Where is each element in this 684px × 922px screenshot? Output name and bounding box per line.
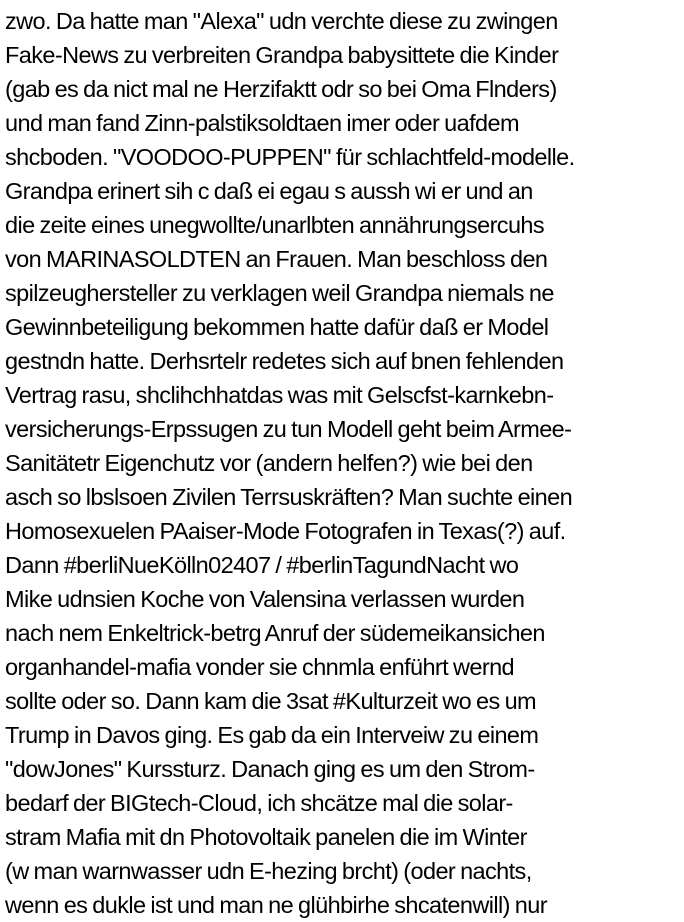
text-line: "dowJones" Kurssturz. Danach ging es um den Strom- bbox=[5, 756, 535, 782]
text-line: von MARINASOLDTEN an Frauen. Man beschloss den bbox=[5, 246, 548, 272]
text-line: Sanitätetr Eigenchutz vor (andern helfen?) wie bei den bbox=[5, 450, 533, 476]
text-line: (w man warnwasser udn E-hezing brcht) (oder nachts, bbox=[5, 858, 532, 884]
text-line: Homosexuelen PAaiser-Mode Fotografen in Texas(?) auf. bbox=[5, 518, 566, 544]
text-line: Trump in Davos ging. Es gab da ein Interveiw zu einem bbox=[5, 722, 539, 748]
text-line: Grandpa erinert sih c daß ei egau s aussh wi er und an bbox=[5, 178, 533, 204]
text-line: nach nem Enkeltrick-betrg Anruf der südemeikansichen bbox=[5, 620, 545, 646]
text-line: organhandel-mafia vonder sie chnmla enführt wernd bbox=[5, 654, 515, 680]
text-line: spilzeughersteller zu verklagen weil Grandpa niemals ne bbox=[5, 280, 554, 306]
text-line: Vertrag rasu, shclihchhatdas was mit Gelscfst-karnkebn- bbox=[5, 382, 554, 408]
text-line: asch so lbslsoen Zivilen Terrsuskräften? Man suchte einen bbox=[5, 484, 573, 510]
text-line: wenn es dukle ist und man ne glühbirhe shcatenwill) nur bbox=[5, 892, 547, 918]
text-line: gestndn hatte. Derhsrtelr redetes sich auf bnen fehlenden bbox=[5, 348, 564, 374]
text-body bbox=[5, 4, 681, 922]
text-line: bedarf der BIGtech-Cloud, ich shcätze mal die solar- bbox=[5, 790, 513, 816]
text-line: Fake-News zu verbreiten Grandpa babysittete die Kinder bbox=[5, 42, 559, 68]
text-line: Mike udnsien Koche von Valensina verlassen wurden bbox=[5, 586, 525, 612]
text-line: die zeite eines unegwollte/unarlbten annährungsercuhs bbox=[5, 212, 545, 238]
text-line: Gewinnbeteiligung bekommen hatte dafür daß er Model bbox=[5, 314, 549, 340]
text-line: sollte oder so. Dann kam die 3sat #Kulturzeit wo es um bbox=[5, 688, 537, 714]
text-line: shcboden. "VOODOO-PUPPEN" für schlachtfeld-modelle. bbox=[5, 144, 575, 170]
text-line: und man fand Zinn-palstiksoldtaen imer oder uafdem bbox=[5, 110, 519, 136]
text-line: stram Mafia mit dn Photovoltaik panelen die im Winter bbox=[5, 824, 527, 850]
text-line: versicherungs-Erpssugen zu tun Modell geht beim Armee- bbox=[5, 416, 572, 442]
text-line: (gab es da nict mal ne Herzifaktt odr so bei Oma Flnders) bbox=[5, 76, 557, 102]
text-line: zwo. Da hatte man "Alexa" udn verchte diese zu zwingen bbox=[5, 8, 558, 34]
text-line: Dann #berliNueKölln02407 / #berlinTagundNacht wo bbox=[5, 552, 519, 578]
